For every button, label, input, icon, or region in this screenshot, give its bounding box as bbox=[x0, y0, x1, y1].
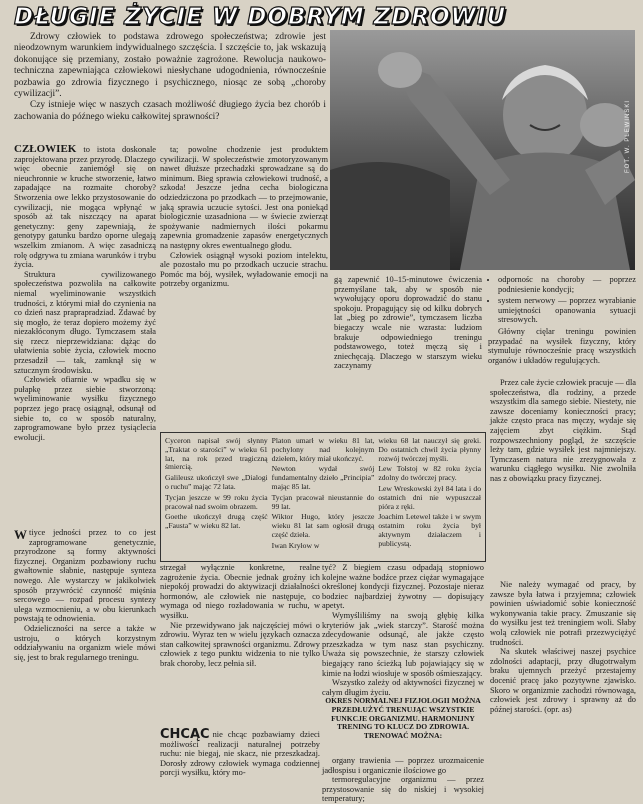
column-8 bbox=[322, 563, 484, 753]
box-entry: Lew Tołstoj w 82 roku życia zdolny do twórczej pracy. bbox=[378, 464, 482, 483]
box-column bbox=[165, 437, 268, 553]
training-list bbox=[488, 275, 636, 325]
box-entry: Wiktor Hugo, który jeszcze wieku 81 lat sam ogłosił drugą część dzieła. bbox=[271, 512, 375, 539]
box-entry: wieku 68 lat nauczył się greki. Do ostatnich chwil życia płynny rozwój twórczej myśli. bbox=[378, 436, 482, 463]
column-2 bbox=[160, 145, 328, 430]
box-entry: Galileusz ukończył swe „Dialogi o ruchu” mając 72 lata. bbox=[165, 473, 268, 491]
paragraph: Nie należy wymagać od pracy, by zawsze była łatwa i przyjemna; człowiek powinien uświadomić sobie konieczność wykonywania takie pracy. Zmuszanie się do wysiłku jest też treningiem woli. Słaby wolą człowiek nie potrafi przezwyciężyć trudności. bbox=[490, 580, 636, 647]
paragraph: gą zapewnić 10–15-minutowe ćwiczenia przemyślane tak, aby w sposób nie wywołujący oporu doprowadzić do stanu spokoju. Propagujący się od kilku dobrych lat „bieg po zdrowie”, tymczasem liczba biegaczy wcale nie wzrasta: ludziom brakuje odpowiedniego treningu podstawowego, toteż męczą się i zniechęcają. Dlaczego w starszym wieku zaczynamy bbox=[334, 275, 482, 371]
paragraph: Przez całe życie człowiek pracuje — dla społeczeństwa, dla rodziny, a przede wszystkim dla samego siebie. Niestety, nie zawsze doceniamy konieczności pracy; jakże często praca nas męczy, wydaje się zajęciem zbyt ciężkim. Stąd rozpowszechniony pogląd, że szczęście leży tam, gdzie wysiłek jest najmniejszy. Tymczasem natura nie zrezygnowała z warunku ciągłego wysiłku. Nie zwolniła nas z obowiązku pracy fizycznej. bbox=[490, 378, 636, 483]
box-entry: Tycjan jeszcze w 99 roku życia pracował nad swoim obrazem. bbox=[165, 492, 268, 511]
lead-word: CHCĄC bbox=[160, 727, 210, 742]
drop-cap: W bbox=[14, 527, 27, 542]
box-entry: Goethe ukończył drugą część „Fausta” w wieku 82 lat. bbox=[165, 512, 268, 531]
box-entry: Iwan Kryłow w bbox=[271, 540, 320, 550]
column-5 bbox=[14, 528, 156, 793]
paragraph: tyć? Z biegiem czasu odpadają stopniowo kolejne ważne bodźce przez ciężar wymagające określonej kondycji fizycznej. Pozostaje nieraz bodziec najbardziej żywotny — dopisujący apetyt. bbox=[322, 563, 484, 611]
paragraph: strzegał wyłącznie konkretne, realne zagrożenie życia. Obecnie jednak groźny ich niepokój prowadzi do aktywizacji działalności hormonów, ale człowiek nie następuje, co wymaga od niego rozładowania w ruchu, w wysiłku. bbox=[160, 563, 320, 620]
column-7 bbox=[160, 727, 320, 792]
paragraph: nie chcąc pozbawiamy dzieci możliwości realizacji naturalnej potrzeby ruchu: nie biegaj, nie skacz, nie przeszkadzaj. Dorosły zdrowy człowiek wymaga codziennej porcji wysiłku, który mo- bbox=[160, 730, 320, 778]
paragraph: Odzieliczności na serce a także w ustroju, o których korzystnym oddziaływaniu na organizm wiele mówi się, jest to brak regularnego treningu. bbox=[14, 623, 156, 662]
list-item: • odpornośc na choroby — poprzez podniesienie kondycji; bbox=[498, 275, 636, 294]
column-11 bbox=[490, 580, 636, 794]
elderly-man-photo bbox=[330, 30, 635, 270]
paragraph: Wszystko zależy od aktywności fizycznej w całym długim życiu. bbox=[322, 678, 484, 697]
list-item: termoregulacyjne organizmu — przez przystosowanie się do niskiej i wysokiej temperatury; bbox=[322, 775, 484, 804]
box-column bbox=[272, 437, 375, 553]
intro-paragraph: Zdrowy człowiek to podstawa zdrowego społeczeństwa; zdrowie jest nieodzownym warunkiem indywidualnego szczęścia. I szczęście to, jak wskazują dokonujące się przemiany, zostało poważnie zagrożone. Rewolucja naukowo-techniczna zapewniająca człowiekowi niesłychane udogodnienia, równocześnie pozbawia go zdrowia fizycznego i psychicznego, niosąc ze sobą „choroby cywilizacji”. bbox=[14, 32, 326, 100]
paragraph: Główny cięlar treningu powinien przypadać na wysiłek fizyczny, który stymuluje równocześnie pracę wszystkich organów i układów regulujących. bbox=[488, 326, 636, 365]
quotes-box bbox=[160, 432, 486, 562]
box-entry: Tycjan pracował nieustannie do 99 lat. bbox=[271, 492, 375, 511]
list-item: organy trawienia — poprzez urozmaicenie jadłospisu i organicznie ilościowe go bbox=[322, 756, 484, 775]
intro-paragraph: Czy istnieje więc w naszych czasach możliwość długiego życia bez chorób i zachowania do późnego wieku całkowitej sprawności? bbox=[14, 100, 326, 122]
paragraph: Człowiek ofiarnie w wpadku się w pułapkę przez siebie stworzoną: wyeliminowanie wysiłku fizycznego poprzez jego pracę osiągnął, odsunął od siebie to, co w sposób naturalny, zaprogramowane było przez tysiąclecia ewolucji. bbox=[14, 375, 156, 442]
paragraph: Człowiek osiągnął wysoki poziom intelektu, ale pozostało mu po przodkach uczucie strachu. Pomóc ma bój, wysiłek, wyładowanie emocji na potrzeby organizmu. bbox=[160, 250, 328, 289]
paragraph: ta; powolne chodzenie jest produktem cywilizacji. W społeczeństwie zmotoryzowanym nawet dłuższe przechadzki sprowadzane są do minimum. Bieg sprawia człowiekowi trudność, a szkoda! Jeszcze jedna cecha biologiczna odziedziczona po przodkach — to przejmowanie, jaką sprawia uczucie sytości. Jest ona poniekąd biologicznie uzasadniona — w świecie zwierząt spożywanie nadmiernych ilości pokarmu zapewnia gromadzenie zapasów energetycznych na następny okres ewentualnego głodu. bbox=[160, 145, 328, 250]
box-entry: Joachim Letewel także i w swym ostatnim roku życia był aktywnym działaczem i publicystą. bbox=[378, 512, 482, 548]
box-entry: Cyceron napisał swój słynny „Traktat o starości” w wieku 61 lat, na rok przed tragiczną śmiercią. bbox=[165, 436, 268, 472]
article-title: DŁUGIE ŻYCIE W DOBRYM ZDROWIU bbox=[14, 4, 507, 30]
paragraph: tiyce jedności przez to co jest zaprogramowane genetycznie, przyrodzone są formy aktywności fizycznej. Organizm pozbawiony ruchu gwałtownie słabnie, następuje synteza nowego. Ale wystarczy w jakikolwiek sposób przywrócić czynność mięśnia sercowego — rozpad procesu syntezy ulega wzmocnieniu, a w obu kierunkach powstają te odnowienia. bbox=[14, 528, 156, 624]
box-entry: Lew Wreskowski żył 84 lata i do ostatnich dni nie wypuszczał pióra z ręki. bbox=[378, 483, 482, 511]
column-6 bbox=[160, 563, 320, 728]
article-photo bbox=[330, 30, 635, 270]
list-item: • system nerwowy — poprzez wyrabianie umiejętności opanowania sytuacji stresowych. bbox=[498, 296, 636, 325]
subheading: OKRES NORMALNEJ FIZJOLOGII MOŻNA PRZEDŁUŻYĆ TRENUJĄC WSZYSTKIE FUNKCJE ORGANIZMU. HARMONIJNY TRENING TO KLUCZ DO ZDROWIA. TRENOWAĆ MOŻNA: bbox=[325, 696, 481, 740]
paragraph: Na skutek właściwej naszej psychice zdolności adaptacji, przy długotrwałym braku ujemnych przeżyć przestajemy docenić pracę jako pozytywne zjawisko. Skoro w organizmie zachodzi równowaga, człowiek jest zdrowy i sprawny aż do późnej starości. (opr. as) bbox=[490, 647, 636, 714]
paragraph: to istota doskonale zaprojektowana przez przyrodę. Dlaczego więc obecnie zaniemógł się on nieuchronnie w kruche stworzenie, łatwo zapadające na rozmaite choroby? Stworzenia owe lekko przystosowanie do cywilizacji, nie mogąca wpłynąć w sposób aż tak niszczący na aparat genetyczny: geny zapewniają, że genotypy gatunku bardzo oporne ulegają wszelkim zmianom. A więc zasadniczą rolę odgrywa tu zmiana warunków i trybu życia. bbox=[14, 145, 157, 270]
column-1 bbox=[14, 145, 156, 525]
box-column bbox=[378, 437, 481, 553]
paragraph: Struktura cywilizowanego społeczeństwa pozwoliła na całkowite niemal wyeliminowanie wszystkich trudności, z którymi miał do czynienia na co dzień nasz praprapradziad. Zdawać by się mogło, że teraz dopiero możemy żyć niezakłóconym długo. Tymczasem stała się rzecz nieprzewidziana: dążąc do ułatwienia sobie życia, człowiek mocno przesadził — tak, zamknął się w sztucznym środowisku. bbox=[14, 269, 156, 375]
box-entry: Newton wydał swój fundamentalny dzieło „Principia” mając 85 lat. bbox=[271, 464, 375, 491]
column-10 bbox=[490, 378, 636, 578]
photo-credit: FOT. W. PLEWIŃSKI bbox=[625, 100, 631, 174]
column-4 bbox=[488, 275, 636, 375]
lead-word: CZŁOWIEK bbox=[14, 143, 77, 155]
paragraph: Nie przewidywano jak najczęściej mówi o zdrowiu. Wyraz ten w wielu językach oznacza stan całkowitej sprawności organizmu. Zdrowy człowiek z tego punktu widzenia to nie tylko brak choroby, lecz pełnia sił. bbox=[160, 620, 320, 668]
intro-text bbox=[14, 32, 326, 142]
column-9 bbox=[322, 756, 484, 804]
box-entry: Platon umarł w wieku 81 lat, pochylony nad kolejnym dziełem, który miał ukończyć. bbox=[271, 436, 375, 463]
paragraph: Wymyśliliśmy na swoją głębię kilka kryteriów jak „wiek starczy”. Starość można zdecydowanie odsunąć, ale jakże często przeszkadza w tym nasz stan psychiczny. Uważa się powszechnie, że starszy człowiek biegający rano ścieżką lub pojawiający się w kimie na łodzi wiosłuje w sposób ośmieszający. bbox=[322, 610, 484, 678]
column-3 bbox=[334, 275, 482, 405]
